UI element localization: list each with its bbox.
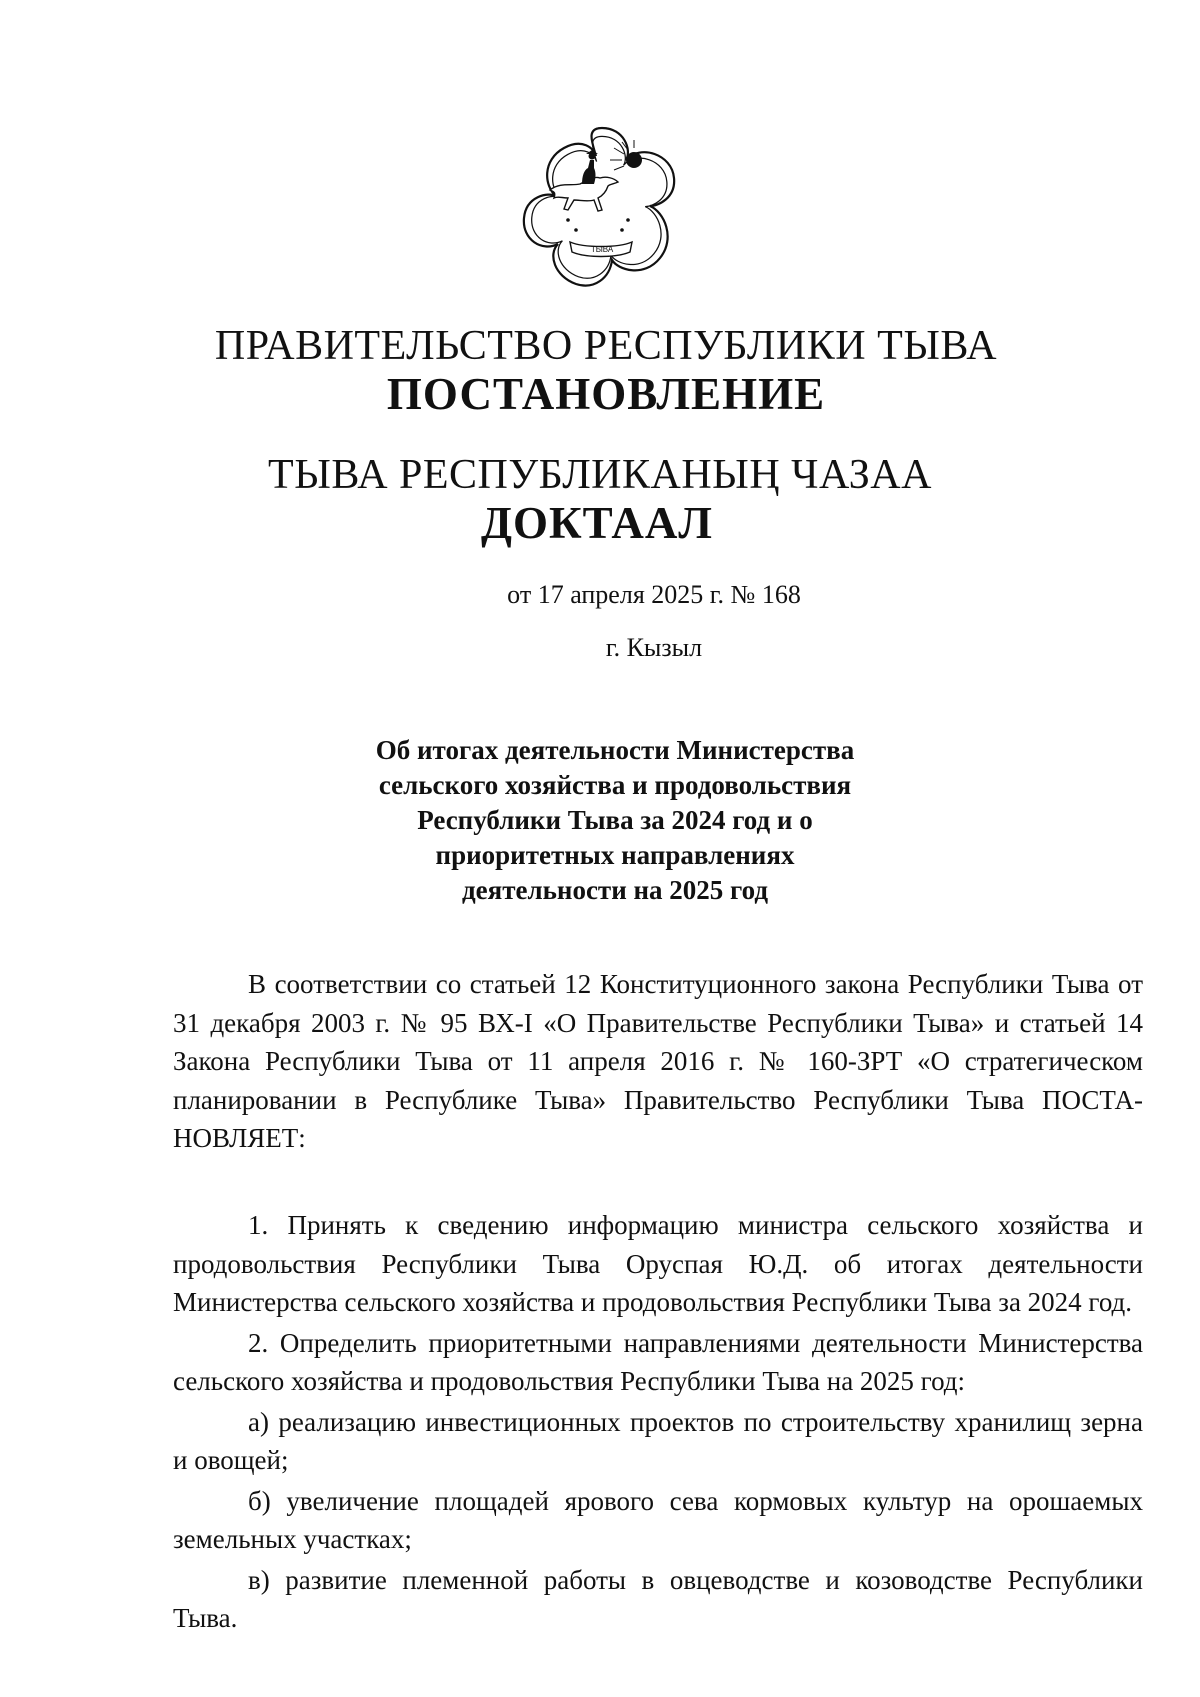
item-2b: б) увеличение площадей ярового сева кормовых культур на орошаемых земельных участках; (173, 1485, 1143, 1554)
resolution-items (173, 1206, 1143, 1640)
title-line: сельского хозяйства и продовольствия (378, 770, 852, 800)
title-line: Республики Тыва за 2024 год и о (417, 805, 813, 835)
act-type-ru: ПОСТАНОВЛЕНИЕ (386, 369, 826, 419)
document-title (335, 733, 895, 908)
title-line: деятельности на 2025 год (461, 875, 769, 905)
government-title-tyv: ТЫВА РЕСПУБЛИКАНЫҢ ЧАЗАА (268, 452, 932, 498)
emblem-label: ТЫВА (590, 245, 614, 254)
act-type-tyv: ДОКТААЛ (481, 498, 713, 548)
title-line: приоритетных направлениях (435, 840, 795, 870)
government-title-ru: ПРАВИТЕЛЬСТВО РЕСПУБЛИКИ ТЫВА (214, 323, 998, 369)
title-line: Об итогах деятельности Министерства (375, 735, 855, 765)
item-2c: в) развитие племенной работы в овцеводстве и козоводстве Республики Тыва. (173, 1564, 1143, 1633)
item-2a: а) реализацию инвестиционных проектов по строительству хранилищ зерна и овощей; (173, 1406, 1143, 1475)
tyva-coat-of-arms-icon (514, 120, 690, 296)
document-city: г. Кызыл (605, 633, 703, 662)
document-date-number: от 17 апреля 2025 г. № 168 (507, 580, 801, 609)
item-2: 2. Определить приоритетными направлениями деятельности Министерства сельского хозяйства и продовольствия Республики Тыва на 2025 год: (173, 1327, 1143, 1396)
preamble-section (173, 965, 1143, 1158)
item-1: 1. Принять к сведению информацию министра сельского хозяйства и продовольствия Республики Тыва Оруспая Ю.Д. об итогах деятельности Министерства сельского хозяйства и продовольствия Республики Тыва за 2024 год. (173, 1210, 1143, 1317)
preamble-paragraph: В соответствии со статьей 12 Конституционного закона Республики Тыва от 31 декабря 2003 г. № 95 ВХ-I «О Правительстве Республики Тыва» и статьей 14 Закона Республики Тыва от 11 апреля 2016 г. № 160-ЗРТ «О стратегическом планировании в Республике Тыва» Правительство Республики Тыва ПОСТА-НОВЛЯЕТ: (173, 969, 1143, 1153)
